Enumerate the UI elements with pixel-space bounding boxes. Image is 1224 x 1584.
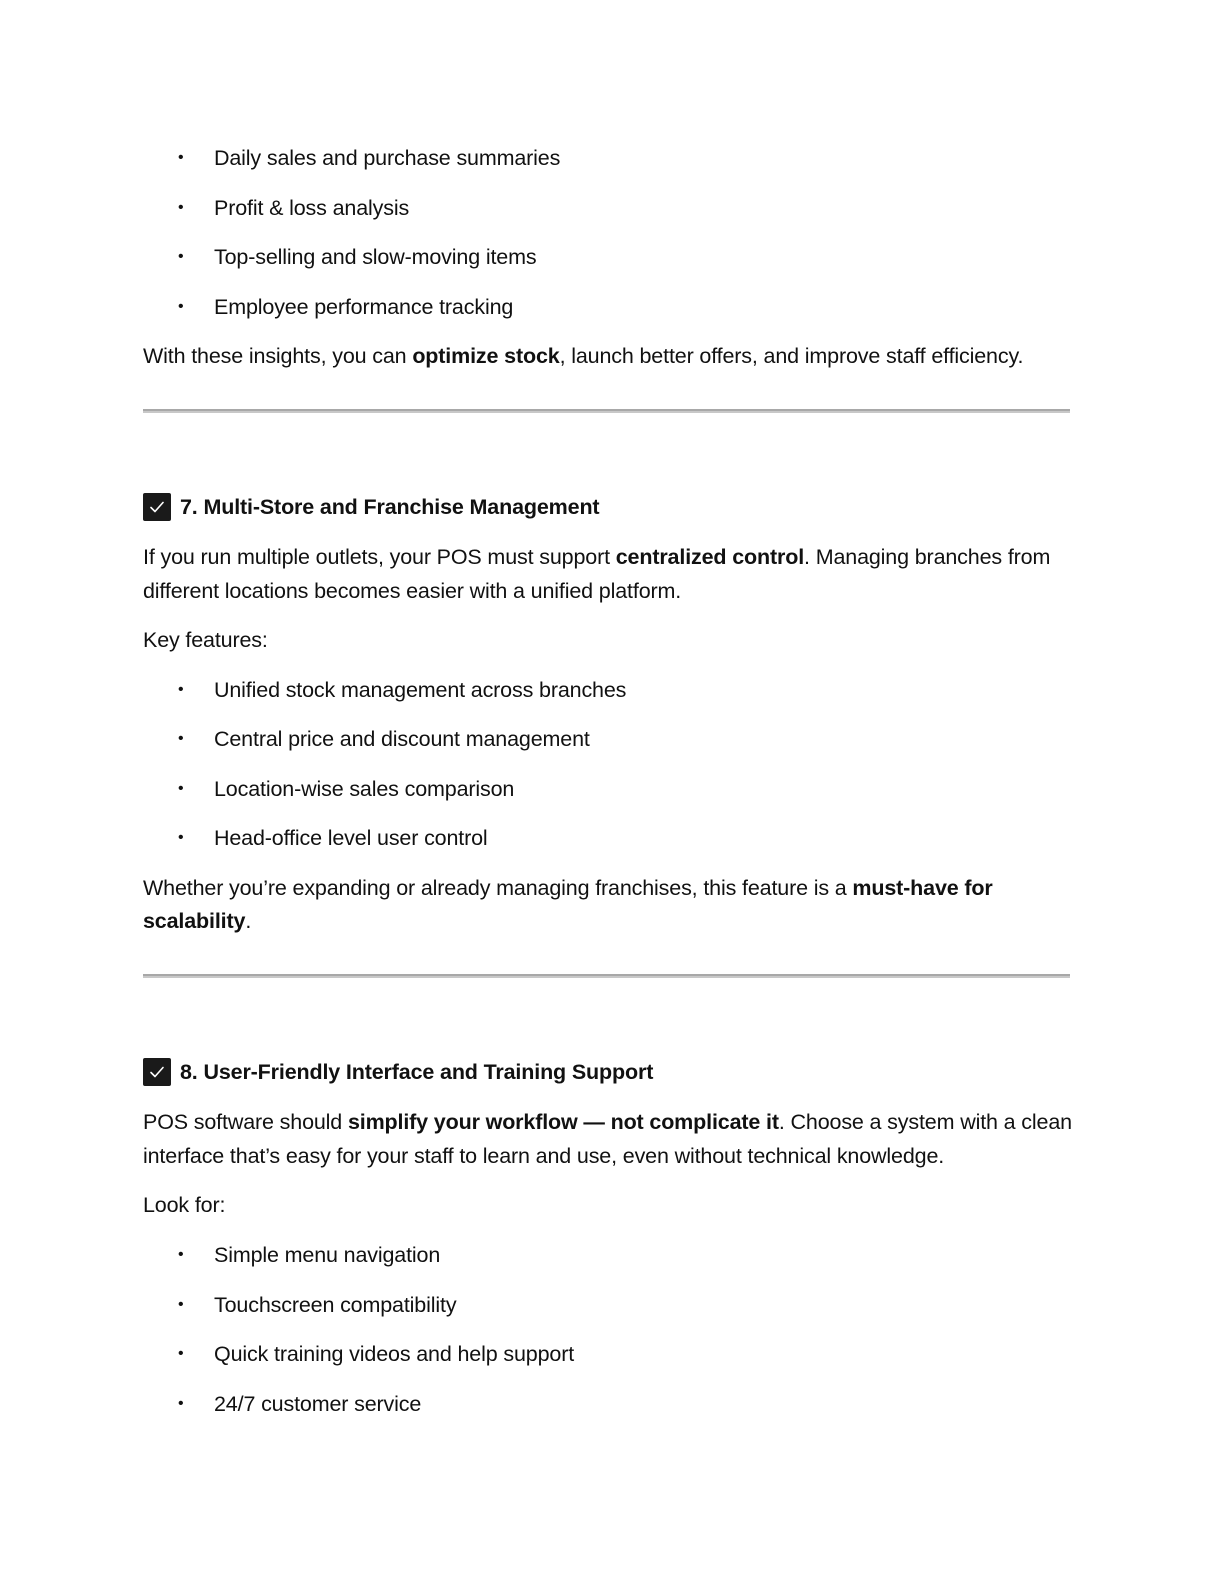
section7-intro-line-2: different locations becomes easier with a unified platform. bbox=[143, 579, 682, 603]
list-item: Central price and discount management bbox=[214, 727, 590, 751]
section8-intro-line-2: interface that’s easy for your staff to learn and use, even without technical knowledge. bbox=[143, 1144, 945, 1168]
section8-heading bbox=[143, 1055, 653, 1089]
bullet-icon: • bbox=[178, 149, 184, 166]
check-mark-button-icon bbox=[143, 1058, 171, 1086]
section8-intro-line-1 bbox=[143, 1105, 1072, 1139]
list-item: 24/7 customer service bbox=[214, 1392, 422, 1416]
list-item: Simple menu navigation bbox=[214, 1243, 441, 1267]
text: . bbox=[245, 909, 252, 933]
section-title: 7. Multi-Store and Franchise Management bbox=[180, 494, 600, 519]
list-item: Top-selling and slow-moving items bbox=[214, 245, 537, 269]
text: POS software should bbox=[143, 1110, 348, 1134]
bullet-icon: • bbox=[178, 829, 184, 846]
section7-heading bbox=[143, 490, 599, 524]
list-item: Quick training videos and help support bbox=[214, 1342, 575, 1366]
bullet-icon: • bbox=[178, 780, 184, 797]
section7-list-label: Key features: bbox=[143, 628, 268, 652]
text: If you run multiple outlets, your POS must support bbox=[143, 545, 616, 569]
section-title: 8. User-Friendly Interface and Training Support bbox=[180, 1059, 654, 1084]
emphasis: centralized control bbox=[615, 545, 805, 569]
bullet-icon: • bbox=[178, 248, 184, 265]
bullet-icon: • bbox=[178, 1296, 184, 1313]
list-item: Head-office level user control bbox=[214, 826, 488, 850]
text: Whether you’re expanding or already managing franchises, this feature is a bbox=[143, 876, 853, 900]
list-item: Touchscreen compatibility bbox=[214, 1293, 457, 1317]
bullet-icon: • bbox=[178, 1395, 184, 1412]
emphasis: must-have for bbox=[852, 876, 993, 900]
text: , launch better offers, and improve staff efficiency. bbox=[559, 344, 1024, 368]
section7-closing-line-1 bbox=[143, 871, 993, 905]
horizontal-divider bbox=[143, 409, 1070, 413]
check-mark-button-icon bbox=[143, 493, 171, 521]
list-item: Location-wise sales comparison bbox=[214, 777, 515, 801]
bullet-icon: • bbox=[178, 1246, 184, 1263]
bullet-icon: • bbox=[178, 199, 184, 216]
section6-closing-paragraph bbox=[143, 339, 1023, 373]
list-item: Daily sales and purchase summaries bbox=[214, 146, 561, 170]
section7-closing-line-2 bbox=[143, 904, 251, 938]
emphasis: simplify your workflow — not complicate it bbox=[347, 1110, 779, 1134]
section7-intro-line-1 bbox=[143, 540, 1050, 574]
bullet-icon: • bbox=[178, 730, 184, 747]
text: With these insights, you can bbox=[143, 344, 413, 368]
list-item: Profit & loss analysis bbox=[214, 196, 410, 220]
text: . Managing branches from bbox=[804, 545, 1051, 569]
section8-list-label: Look for: bbox=[143, 1193, 226, 1217]
horizontal-divider bbox=[143, 974, 1070, 978]
text: . Choose a system with a clean bbox=[778, 1110, 1072, 1134]
list-item: Employee performance tracking bbox=[214, 295, 514, 319]
bullet-icon: • bbox=[178, 681, 184, 698]
list-item: Unified stock management across branches bbox=[214, 678, 627, 702]
emphasis: scalability bbox=[143, 909, 246, 933]
bullet-icon: • bbox=[178, 298, 184, 315]
bullet-icon: • bbox=[178, 1345, 184, 1362]
emphasis: optimize stock bbox=[412, 344, 560, 368]
